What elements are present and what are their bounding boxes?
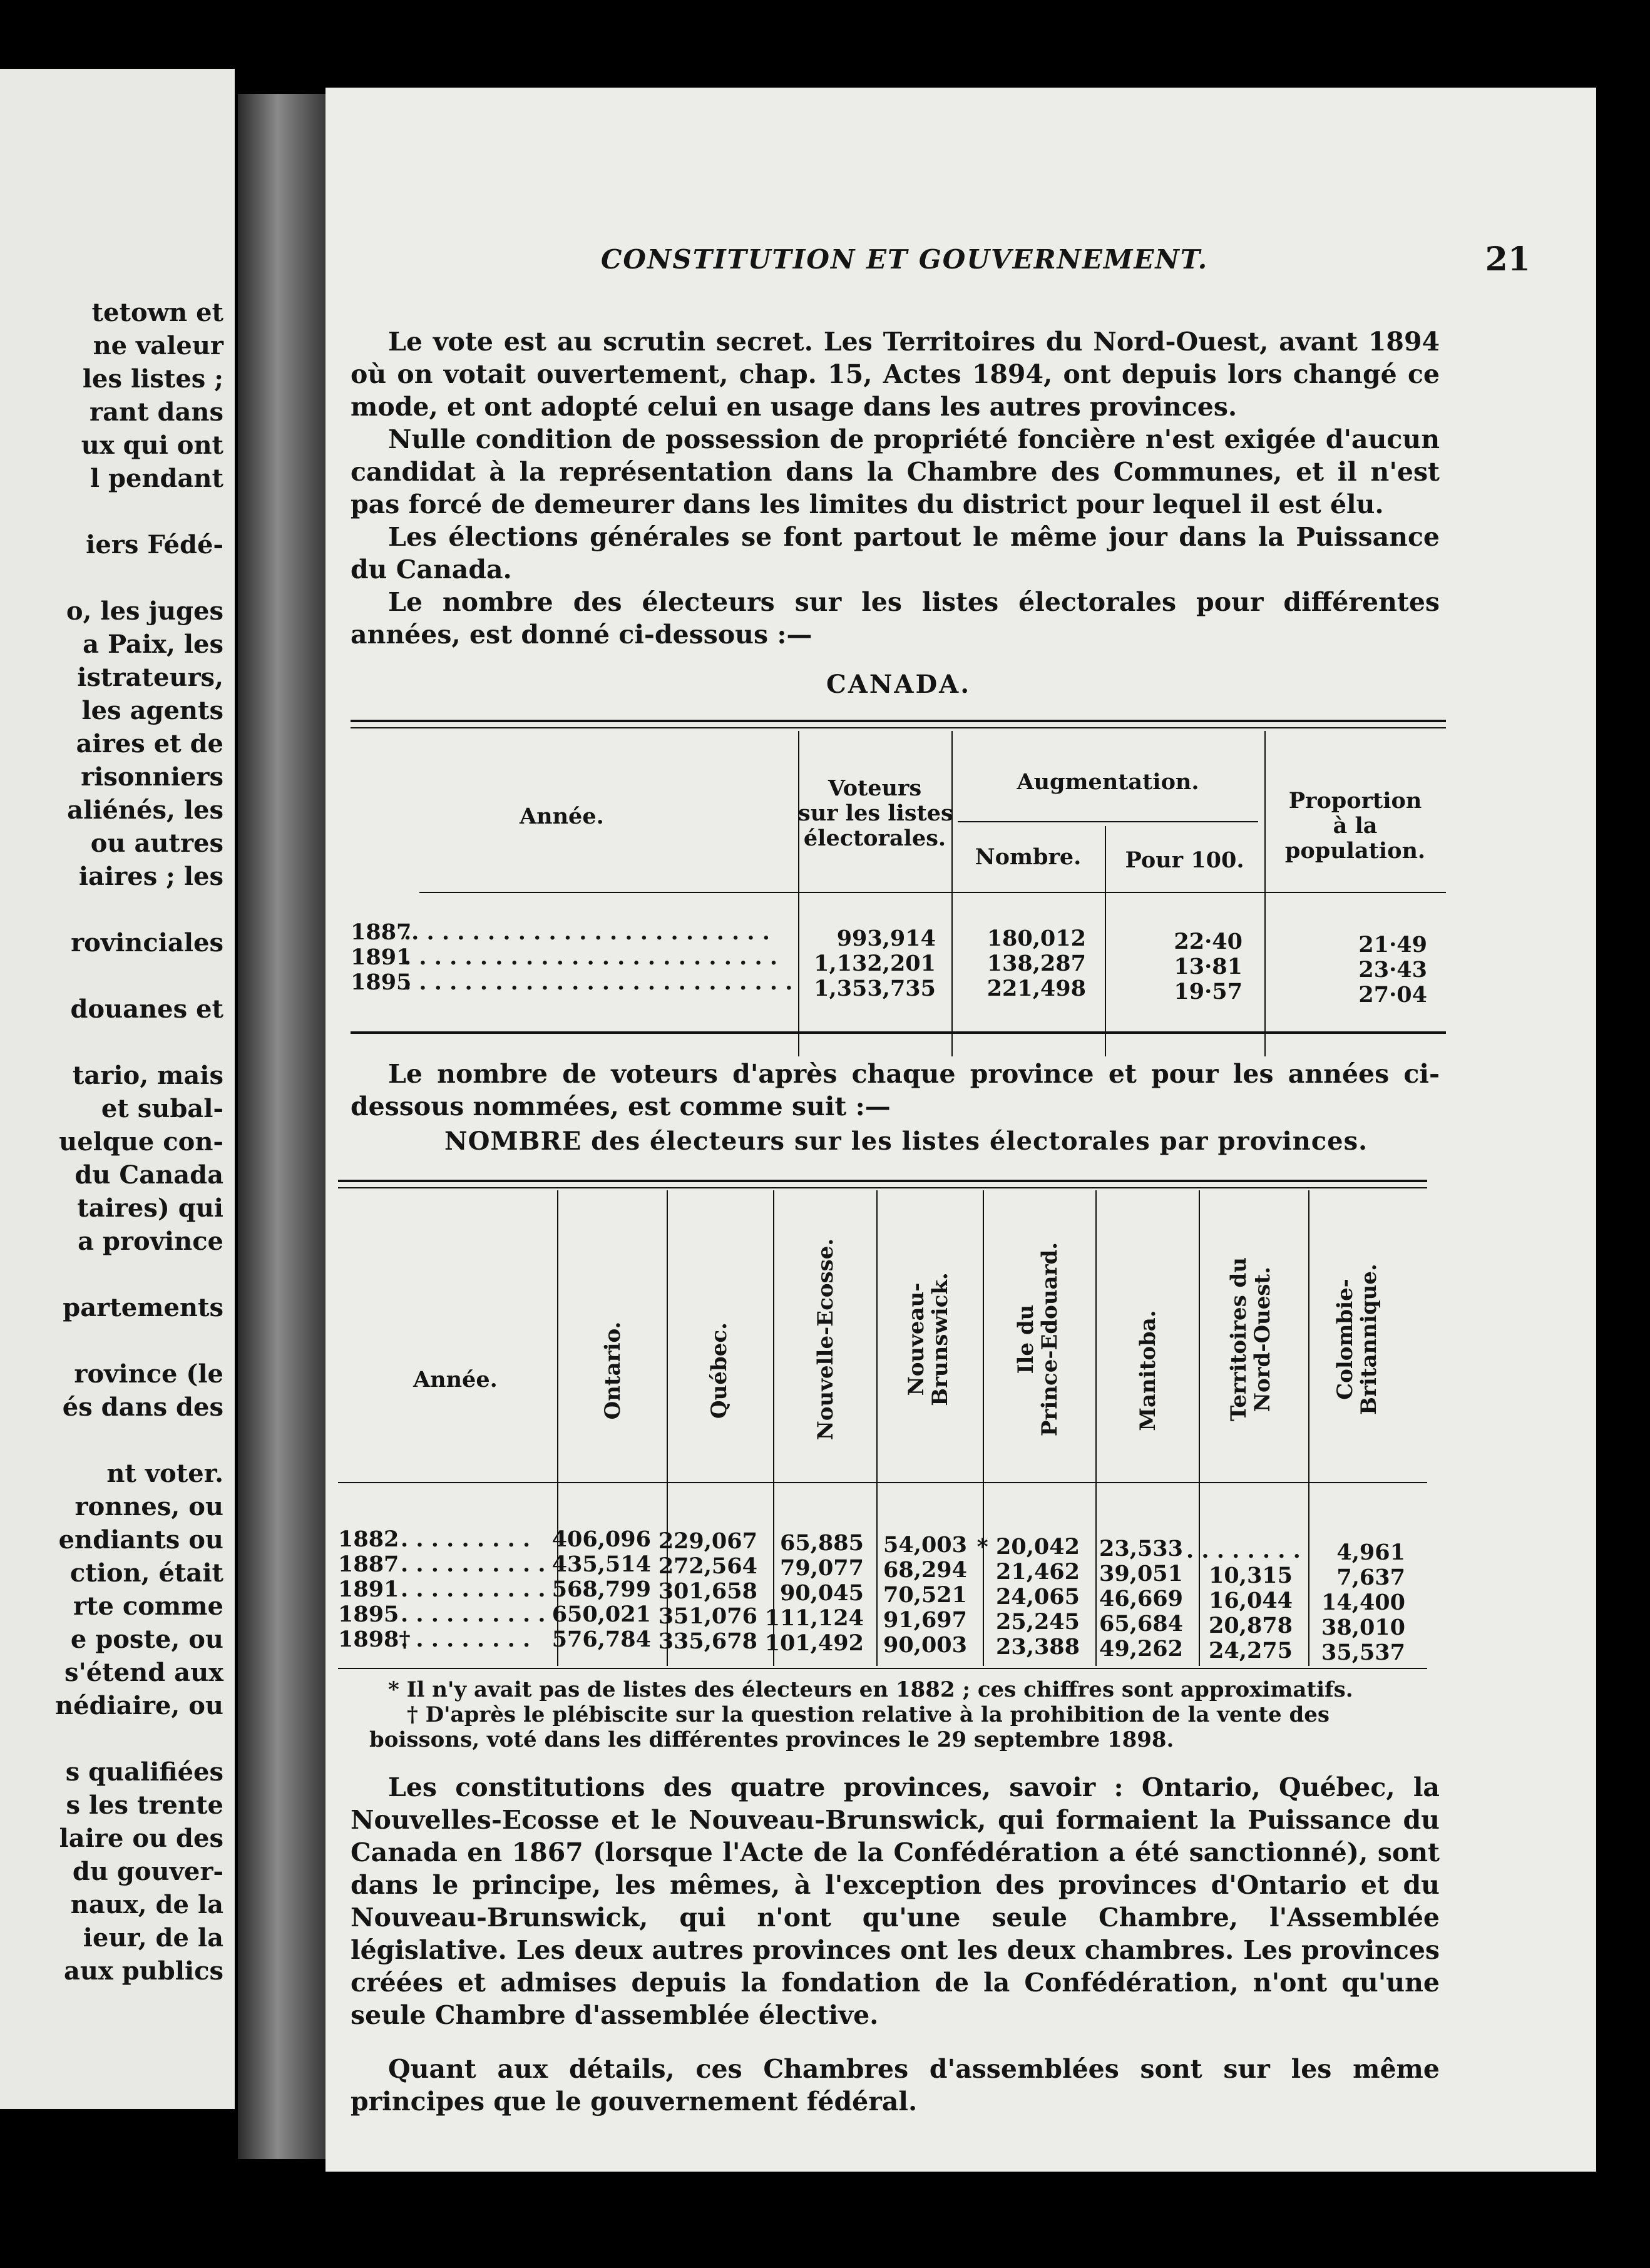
left-page-line: risonniers [81, 762, 223, 792]
table2-year: 1898† [338, 1627, 411, 1652]
left-page-line: douanes et [70, 994, 223, 1024]
table2-value: 406,096 [551, 1526, 651, 1552]
table1-nombre: 221,498 [986, 976, 1086, 1001]
table1-header-proportion-1: Proportion [1288, 788, 1422, 814]
left-page-line: és dans des [62, 1392, 223, 1422]
table2-header-rule [338, 1482, 1427, 1483]
table2-header-annee: Année. [413, 1367, 498, 1392]
table1-header-proportion-3: population. [1284, 838, 1426, 864]
table1-proportion: 27·04 [1358, 982, 1427, 1008]
table1-pour100: 22·40 [1174, 929, 1243, 954]
table2-value: 65,885 [780, 1530, 864, 1556]
table1-pour100: 19·57 [1174, 979, 1243, 1004]
table2-value: 23,388 [996, 1634, 1080, 1660]
table2-value: 14,400 [1321, 1590, 1405, 1615]
table2-value: 24,275 [1209, 1638, 1293, 1663]
table2-leader: . . . . . . . . . [401, 1526, 531, 1552]
table2-footnote-1: * Il n'y avait pas de listes des électeurs en 1882 ; ces chiffres sont approximatifs. [388, 1677, 1353, 1702]
paragraph-voteurs-province: Le nombre de voteurs d'après chaque province et pour les années ci-dessous nommées, est comme suit :— [351, 1059, 1440, 1121]
table2-leader: . . . . . . . . . . [401, 1551, 546, 1577]
table1-header-voteurs-1: Voteurs [828, 775, 922, 801]
table1-year: 1891 [351, 944, 412, 970]
left-page-line: l pendant [90, 464, 223, 493]
left-page-line: les agents [81, 696, 223, 725]
table1-header-proportion-2: à la [1333, 813, 1378, 839]
left-page-line: a province [78, 1227, 223, 1256]
left-page-line: a Paix, les [83, 630, 223, 659]
left-page-line: taires) qui [77, 1193, 223, 1223]
paragraph-nombre-electeurs: Le nombre des électeurs sur les listes électorales pour différentes années, est donné ci-dessous :— [351, 587, 1440, 650]
table2-value: 21,462 [996, 1559, 1080, 1585]
table1-header-voteurs-3: électorales. [803, 825, 946, 851]
table1-leader: . . . . . . . . . . . . . . . . . . . . . . . . . [404, 944, 778, 970]
left-page-line: aux publics [63, 1956, 223, 1986]
table1-header-augmentation: Augmentation. [1017, 769, 1199, 795]
table1-pour100: 13·81 [1174, 954, 1243, 979]
table2-footnote-2: † D'après le plébiscite sur la question relative à la prohibition de la vente des boissons, voté dans les différentes provinces le 29 septembre 1898. [369, 1702, 1330, 1752]
table2-leader: . . . . . . . . . . [401, 1576, 546, 1602]
table2-value: 351,076 [658, 1603, 757, 1629]
table1-year: 1895 [351, 969, 412, 995]
left-page-line: et subal- [101, 1094, 223, 1123]
left-page-line: rte comme [73, 1591, 223, 1621]
table2-header-ontario: Ontario. [600, 1321, 625, 1420]
table1-caption: CANADA. [826, 670, 971, 699]
table2-value: 65,684 [1099, 1611, 1183, 1637]
table1-top-rule [351, 720, 1446, 722]
table2-value: 25,245 [996, 1609, 1080, 1635]
table2-value: 4,961 [1336, 1540, 1405, 1565]
table2-value: 23,533 [1099, 1536, 1183, 1561]
table2-year: 1882 [338, 1526, 399, 1552]
left-facing-page [0, 69, 235, 2109]
left-page-line: iaires ; les [78, 862, 223, 891]
table2-value: 576,784 [551, 1627, 651, 1652]
table2-top-rule [338, 1180, 1427, 1182]
table2-value: 39,051 [1099, 1561, 1183, 1586]
table2-value: 101,492 [764, 1630, 864, 1656]
table2-value: 272,564 [658, 1553, 757, 1579]
table2-value: 70,521 [883, 1582, 967, 1608]
table2-year: 1891 [338, 1576, 399, 1602]
left-page-line: iers Fédé- [86, 530, 223, 559]
table2-header-manitoba: Manitoba. [1135, 1310, 1161, 1431]
table1-nombre: 180,012 [986, 926, 1086, 951]
left-page-line: endiants ou [58, 1525, 223, 1555]
table1-leader: . . . . . . . . . . . . . . . . . . . . . . . . . . [404, 969, 793, 995]
table2-value: 650,021 [551, 1601, 651, 1627]
table1-voteurs: 993,914 [836, 926, 936, 951]
table2-value: 90,045 [780, 1580, 864, 1606]
left-page-line: ne valeur [93, 331, 223, 360]
table2-value: 90,003 [883, 1632, 967, 1658]
table2-value: * 20,042 [976, 1534, 1080, 1560]
left-page-line: rant dans [90, 397, 223, 427]
left-page-line: tario, mais [72, 1061, 223, 1090]
table2-value: 435,514 [551, 1551, 651, 1577]
table2-value: 20,878 [1209, 1613, 1293, 1638]
left-page-line: du Canada [74, 1160, 223, 1190]
table2-caption: NOMBRE des électeurs sur les listes électorales par provinces. [444, 1126, 1368, 1156]
document-page [325, 88, 1596, 2172]
table2-header-ile-prince-edouard: Ile du Prince-Edouard. [1013, 1242, 1062, 1437]
table2-leader: . . . . . . . . . [401, 1627, 531, 1652]
left-page-line: ction, était [69, 1558, 223, 1588]
table2-value: 49,262 [1099, 1636, 1183, 1662]
left-page-line: ou autres [90, 829, 223, 858]
table2-value: 301,658 [658, 1578, 757, 1604]
table1-header-annee: Année. [520, 804, 604, 829]
table2-value: 38,010 [1321, 1615, 1405, 1640]
table2-value: 35,537 [1321, 1640, 1405, 1665]
page-number: 21 [1485, 240, 1530, 278]
left-page-line: aires et de [76, 729, 223, 759]
table2-top-rule-2 [338, 1187, 1427, 1188]
left-page-line: aliénés, les [67, 795, 223, 825]
table2-value: 79,077 [780, 1555, 864, 1581]
table2-header-nouveau-brunswick: Nouveau- Brunswick. [904, 1272, 953, 1406]
table1-leader: .. . . . . . . . . . . . . . . . . . . . . . . . [404, 919, 770, 945]
left-page-line: ux qui ont [81, 431, 223, 460]
left-page-line: s'étend aux [64, 1658, 223, 1687]
table1-bottom-rule [351, 1031, 1446, 1034]
left-page-line: e poste, ou [70, 1625, 223, 1654]
table2-header-quebec: Québec. [707, 1322, 732, 1419]
table2-value: 68,294 [883, 1557, 967, 1583]
table2-value: 46,669 [1099, 1586, 1183, 1612]
page-header [325, 240, 1596, 282]
left-page-line: naux, de la [70, 1890, 223, 1919]
table1-header-rule [419, 892, 1446, 893]
table2-value: 54,003 [883, 1532, 967, 1558]
paragraph-constitutions: Les constitutions des quatre provinces, savoir : Ontario, Québec, la Nouvelles-Ecosse et le Nouveau-Brunswick, qui formaient la Puissance du Canada en 1867 (lorsque l'Acte de la Confédération a été sanctionné), sont dans le principe, les mêmes, à l'exception des provinces d'Ontario et du Nouveau-Brunswick, qui n'ont qu'une seule Chambre, l'Assemblée législative. Les deux autres provinces ont les deux chambres. Les provinces créées et admises depuis la fondation de la Confédération, n'ont qu'une seule Chambre d'assemblée élective. [351, 1772, 1440, 2030]
table1-proportion: 21·49 [1358, 932, 1427, 958]
table2-leader: . . . . . . . . . . [401, 1601, 546, 1627]
left-page-line: les listes ; [82, 364, 223, 394]
table1-voteurs: 1,132,201 [814, 951, 936, 976]
table2-value: . . . . . . . . [1186, 1538, 1301, 1563]
table1-vline-4 [1264, 731, 1266, 1056]
table2-year: 1887 [338, 1551, 399, 1577]
table2-header-nouvelle-ecosse: Nouvelle-Ecosse. [813, 1238, 838, 1441]
left-page-line: ronnes, ou [74, 1492, 223, 1521]
paragraph-elections: Les élections générales se font partout le même jour dans la Puissance du Canada. [351, 522, 1440, 585]
table1-header-voteurs-2: sur les listes [798, 800, 953, 826]
table1-voteurs: 1,353,735 [814, 976, 936, 1001]
left-page-line: partements [63, 1293, 223, 1322]
table2-value: 111,124 [764, 1605, 864, 1631]
table1-augmentation-rule [958, 821, 1258, 822]
left-page-line: o, les juges [66, 596, 223, 626]
table2-header-territoires: Territoires du Nord-Ouest. [1226, 1257, 1275, 1422]
left-page-line: nédiaire, ou [55, 1691, 223, 1720]
left-page-line: ieur, de la [83, 1923, 223, 1953]
table2-value: 10,315 [1209, 1563, 1293, 1588]
table1-top-rule-2 [351, 727, 1446, 728]
paragraph-propriete: Nulle condition de possession de propriété foncière n'est exigée d'aucun candidat à la représentation dans la Chambre des Communes, et il n'est pas forcé de demeurer dans les limites du district pour lequel il est élu. [351, 424, 1440, 519]
table2-value: 568,799 [551, 1576, 651, 1602]
left-page-line: du gouver- [72, 1857, 223, 1886]
left-page-line: tetown et [91, 298, 223, 327]
paragraph-details: Quant aux détails, ces Chambres d'assemblées sont sur les même principes que le gouvernement fédéral. [351, 2054, 1440, 2117]
left-page-line: s qualifiées [65, 1757, 223, 1787]
paragraph-vote: Le vote est au scrutin secret. Les Territoires du Nord-Ouest, avant 1894 où on votait ouvertement, chap. 15, Actes 1894, ont depuis lors changé ce mode, et ont adopté celui en usage dans les autres provinces. [351, 327, 1440, 422]
left-page-line: laire ou des [59, 1824, 223, 1853]
running-title: CONSTITUTION ET GOUVERNEMENT. [601, 244, 1209, 275]
left-page-line: s les trente [66, 1790, 223, 1820]
table2-value: 24,065 [996, 1584, 1080, 1610]
table1-proportion: 23·43 [1358, 957, 1427, 983]
table1-header-pour100: Pour 100. [1125, 847, 1244, 873]
table2-value: 335,678 [658, 1628, 757, 1654]
left-page-line: rovinciales [71, 928, 223, 958]
book-gutter [238, 94, 325, 2159]
table1-nombre: 138,287 [986, 951, 1086, 976]
table2-header-colombie: Colombie- Britannique. [1333, 1264, 1381, 1415]
table1-year: 1887 [351, 919, 412, 945]
table1-header-nombre: Nombre. [975, 844, 1082, 870]
table2-bottom-rule [338, 1668, 1427, 1669]
table2-value: 229,067 [658, 1528, 757, 1554]
table2-value: 7,637 [1336, 1565, 1405, 1590]
table2-value: 91,697 [883, 1607, 967, 1633]
left-page-line: istrateurs, [77, 663, 223, 692]
table2-year: 1895 [338, 1601, 399, 1627]
left-page-line: uelque con- [59, 1127, 223, 1157]
left-page-line: nt voter. [106, 1459, 223, 1488]
left-page-line: rovince (le [74, 1359, 223, 1389]
table2-value: 16,044 [1209, 1588, 1293, 1613]
